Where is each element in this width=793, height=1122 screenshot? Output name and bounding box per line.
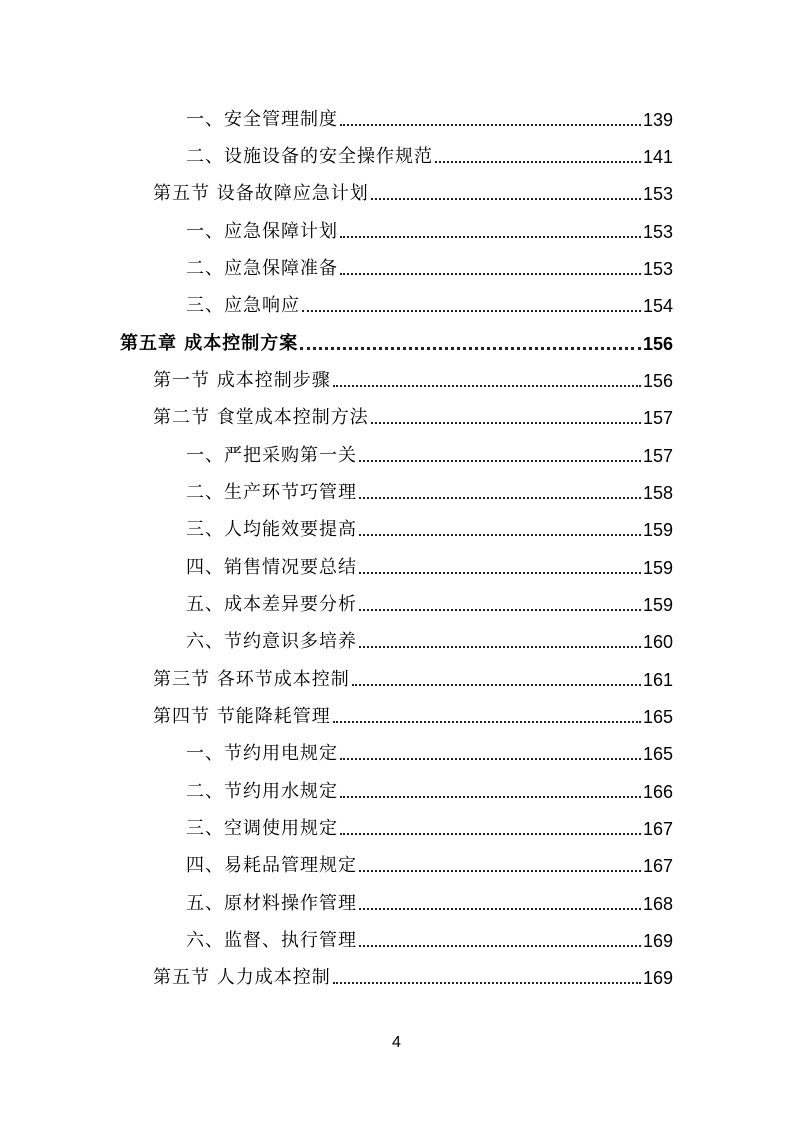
- toc-entry-label: 二、节约用水规定: [186, 781, 338, 802]
- toc-entry-label: 第五章 成本控制方案: [120, 333, 299, 354]
- toc-entry-page: 168: [642, 894, 673, 914]
- toc-entry-page: 160: [642, 632, 673, 652]
- toc-leader-dots: [352, 684, 641, 686]
- toc-entry[interactable]: [186, 255, 673, 281]
- toc-leader-dots: [371, 198, 641, 200]
- toc-entry-label: 五、原材料操作管理: [186, 893, 357, 914]
- toc-entry-label: 一、节约用电规定: [186, 743, 338, 764]
- toc-leader-dots: [333, 385, 641, 387]
- toc-entry-label: 第二节 食堂成本控制方法: [153, 407, 369, 428]
- toc-leader-dots: [359, 945, 641, 947]
- toc-entry-label: 二、生产环节巧管理: [186, 482, 357, 503]
- toc-entry[interactable]: [186, 740, 673, 766]
- toc-leader-dots: [359, 870, 641, 872]
- toc-entry-label: 第五节 设备故障应急计划: [153, 183, 369, 204]
- toc-leader-dots: [435, 161, 641, 163]
- toc-entry-label: 三、人均能效要提高: [186, 519, 357, 540]
- toc-entry-page: 157: [642, 446, 673, 466]
- toc-entry-page: 156: [642, 334, 673, 354]
- toc-leader-dots: [371, 422, 641, 424]
- toc-entry[interactable]: [186, 143, 673, 169]
- toc-entry-page: 154: [642, 296, 673, 316]
- toc-entry-label: 三、空调使用规定: [186, 818, 338, 839]
- toc-entry-page: 167: [642, 856, 673, 876]
- toc-entry-page: 153: [642, 184, 673, 204]
- toc-entry-page: 141: [642, 147, 673, 167]
- toc-leader-dots: [333, 721, 641, 723]
- toc-entry-label: 一、安全管理制度: [186, 109, 338, 130]
- toc-entry-page: 153: [642, 259, 673, 279]
- toc-entry[interactable]: [186, 554, 673, 580]
- toc-leader-dots: [333, 982, 641, 984]
- toc-leader-dots: [340, 124, 641, 126]
- toc-entry[interactable]: [186, 292, 673, 318]
- toc-entry-page: 169: [642, 931, 673, 951]
- toc-chapter-entry[interactable]: [120, 330, 673, 356]
- toc-entry[interactable]: [186, 479, 673, 505]
- toc-entry-page: 166: [642, 782, 673, 802]
- toc-leader-dots: [300, 347, 641, 350]
- toc-entry[interactable]: [186, 106, 673, 132]
- toc-entry-page: 157: [642, 408, 673, 428]
- toc-entry-label: 第五节 人力成本控制: [153, 967, 331, 988]
- toc-entry-label: 二、应急保障准备: [186, 258, 338, 279]
- toc-entry-page: 165: [642, 707, 673, 727]
- toc-leader-dots: [340, 758, 641, 760]
- toc-entry-label: 第三节 各环节成本控制: [153, 669, 350, 690]
- toc-leader-dots: [340, 273, 641, 275]
- toc-entry-label: 第一节 成本控制步骤: [153, 370, 331, 391]
- toc-entry[interactable]: [153, 666, 673, 692]
- toc-leader-dots: [340, 833, 641, 835]
- toc-leader-dots: [359, 497, 641, 499]
- toc-entry-page: 159: [642, 595, 673, 615]
- toc-leader-dots: [302, 310, 641, 312]
- toc-entry[interactable]: [186, 218, 673, 244]
- toc-entry[interactable]: [186, 628, 673, 654]
- toc-entry[interactable]: [186, 852, 673, 878]
- toc-entry[interactable]: [186, 516, 673, 542]
- toc-leader-dots: [340, 796, 641, 798]
- toc-leader-dots: [359, 534, 641, 536]
- toc-entry-label: 四、易耗品管理规定: [186, 855, 357, 876]
- toc-entry-label: 四、销售情况要总结: [186, 557, 357, 578]
- page-number: 4: [392, 1034, 401, 1051]
- toc-entry-label: 三、应急响应: [186, 295, 300, 316]
- toc-entry[interactable]: [186, 815, 673, 841]
- toc-entry[interactable]: [153, 703, 673, 729]
- toc-entry-label: 二、设施设备的安全操作规范: [186, 146, 433, 167]
- toc-entry[interactable]: [186, 927, 673, 953]
- toc-leader-dots: [359, 646, 641, 648]
- toc-entry-page: 161: [642, 670, 673, 690]
- toc-leader-dots: [340, 236, 641, 238]
- toc-entry-page: 153: [642, 222, 673, 242]
- toc-entry-page: 169: [642, 968, 673, 988]
- toc-entry-label: 六、节约意识多培养: [186, 631, 357, 652]
- toc-entry-label: 六、监督、执行管理: [186, 930, 357, 951]
- toc-entry-page: 158: [642, 483, 673, 503]
- toc-entry-page: 159: [642, 520, 673, 540]
- toc-entry[interactable]: [153, 180, 673, 206]
- toc-entry[interactable]: [186, 442, 673, 468]
- toc-entry-label: 一、严把采购第一关: [186, 445, 357, 466]
- toc-entry-label: 第四节 节能降耗管理: [153, 706, 331, 727]
- toc-leader-dots: [359, 609, 641, 611]
- toc-entry-page: 156: [642, 371, 673, 391]
- toc-entry[interactable]: [186, 890, 673, 916]
- toc-entry[interactable]: [186, 591, 673, 617]
- toc-entry[interactable]: [186, 778, 673, 804]
- toc-entry-page: 167: [642, 819, 673, 839]
- toc-entry[interactable]: [153, 964, 673, 990]
- toc-leader-dots: [359, 572, 641, 574]
- toc-leader-dots: [359, 908, 641, 910]
- toc-entry-label: 一、应急保障计划: [186, 221, 338, 242]
- toc-entry[interactable]: [153, 404, 673, 430]
- toc-entry-label: 五、成本差异要分析: [186, 594, 357, 615]
- toc-entry-page: 159: [642, 558, 673, 578]
- toc-leader-dots: [359, 460, 641, 462]
- toc-entry[interactable]: [153, 367, 673, 393]
- toc-entry-page: 165: [642, 744, 673, 764]
- toc-entry-page: 139: [642, 110, 673, 130]
